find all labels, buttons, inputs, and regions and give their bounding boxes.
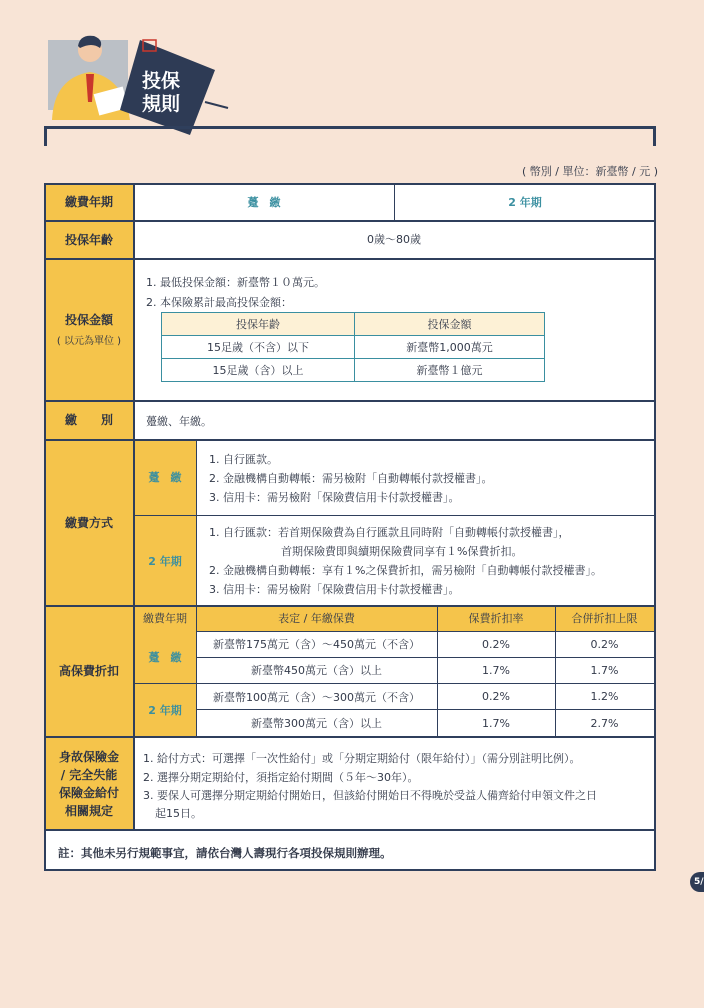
benefit-line: 3. 要保人可選擇分期定期給付開始日，但該給付開始日不得晚於受益人備齊給付申領文件之日 (143, 789, 597, 802)
benefit-line: 1. 給付方式：可選擇「一次性給付」或「分期定期給付（限年給付）」（需分別註明比例）。 (143, 752, 581, 765)
unit-note: ( 幣別 / 單位：新臺幣 / 元 ) (522, 165, 658, 178)
discount-cap: 1.7% (590, 663, 619, 677)
discount-header: 合併折扣上限 (571, 612, 638, 625)
label-benefits-line: 相關規定 (64, 803, 113, 818)
method-single-line: 1. 自行匯款。 (209, 453, 278, 466)
page-tab: 5/ (690, 872, 704, 892)
header-rule-left (44, 126, 47, 146)
discount-header: 保費折扣率 (468, 612, 524, 625)
max-sum-table (161, 312, 545, 382)
option-two-year: 2 年期 (508, 195, 542, 209)
header-illustration (40, 30, 240, 140)
sum-line-1: 1. 最低投保金額：新臺幣１０萬元。 (146, 276, 325, 289)
discount-header: 繳費年期 (143, 612, 187, 625)
badge-line1: 投保 (142, 70, 181, 92)
max-sum-cell: 15足歲（不含）以下 (162, 336, 355, 359)
label-sum-insured-sub: ( 以元為單位 ) (56, 336, 122, 347)
method-two-line: 首期保險費即與續期保險費同享有１%保費折扣。 (281, 545, 523, 558)
method-two-line: 1. 自行匯款：若首期保險費為自行匯款且同時附「自動轉帳付款授權書」， (209, 526, 570, 539)
label-benefits-line: 身故保險金 (58, 749, 119, 764)
discount-two-label: 2 年期 (148, 704, 182, 717)
discount-range: 新臺幣450萬元（含）以上 (251, 664, 382, 677)
method-single-line: 3. 信用卡：需另檢附「保險費信用卡付款授權書」。 (209, 491, 460, 504)
discount-rate: 1.7% (482, 663, 510, 677)
discount-rate: 1.7% (482, 716, 510, 730)
insured-age-value: 0歲～80歲 (367, 233, 421, 246)
sum-line-2: 2. 本保險累計最高投保金額： (146, 296, 292, 309)
discount-rate: 0.2% (482, 690, 510, 703)
label-payment-type: 繳 別 (64, 413, 113, 427)
method-single-line: 2. 金融機構自動轉帳：需另檢附「自動轉帳付款授權書」。 (209, 472, 493, 485)
discount-header: 表定 / 年繳保費 (278, 612, 355, 625)
label-benefits-line: 保險金給付 (58, 785, 119, 800)
benefit-line: 2. 選擇分期定期給付，須指定給付期間（５年～30年）。 (143, 771, 419, 784)
discount-cap: 0.2% (590, 637, 619, 651)
discount-cap: 2.7% (590, 716, 619, 730)
label-payment-period: 繳費年期 (64, 195, 113, 209)
max-sum-header-amount: 投保金額 (355, 313, 545, 336)
discount-range: 新臺幣100萬元（含）～300萬元（不含） (213, 690, 420, 704)
header-rule-right (653, 126, 656, 146)
payment-type-value: 躉繳、年繳。 (146, 415, 212, 428)
option-single: 躉 繳 (247, 195, 281, 209)
discount-range: 新臺幣175萬元（含）～450萬元（不含） (213, 638, 420, 651)
method-two-label: 2 年期 (148, 554, 182, 568)
footnote: 註：其他未另行規範事宜，請依台灣人壽現行各項投保規則辦理。 (58, 846, 392, 860)
discount-rate: 0.2% (482, 637, 510, 651)
discount-range: 新臺幣300萬元（含）以上 (251, 717, 382, 730)
method-single-label: 躉 繳 (148, 471, 182, 484)
label-sum-insured-cell (44, 258, 134, 400)
label-insured-age: 投保年齡 (64, 232, 113, 247)
discount-cap: 1.2% (590, 690, 619, 703)
discount-single-label: 躉 繳 (148, 651, 182, 664)
max-sum-cell: 15足歲（含）以上 (162, 359, 355, 382)
method-two-line: 2. 金融機構自動轉帳：享有１%之保費折扣，需另檢附「自動轉帳付款授權書」。 (209, 564, 602, 577)
label-discount: 高保費折扣 (58, 664, 119, 678)
badge-line2: 規則 (142, 93, 181, 115)
label-sum-insured: 投保金額 (64, 313, 113, 327)
header-rule (44, 126, 656, 129)
max-sum-cell: 新臺幣1,000萬元 (355, 336, 545, 359)
max-sum-cell: 新臺幣１億元 (355, 359, 545, 382)
benefit-line: 起15日。 (155, 807, 202, 820)
label-benefits (44, 738, 134, 829)
label-payment-method: 繳費方式 (64, 515, 113, 530)
method-two-line: 3. 信用卡：需另檢附「保險費信用卡付款授權書」。 (209, 583, 460, 596)
label-benefits-line: / 完全失能 (60, 767, 118, 782)
max-sum-header-age: 投保年齡 (162, 313, 355, 336)
section-badge (142, 70, 180, 116)
